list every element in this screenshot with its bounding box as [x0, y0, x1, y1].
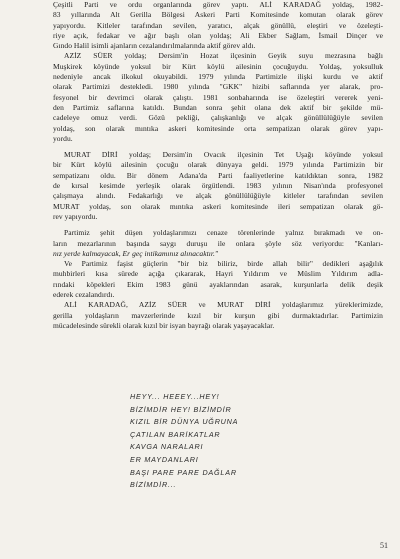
- text-line: fesyonel bir devrimci olarak çalıştı. 1981 sonbaharında ise özeleştiri vererek yeni-: [53, 92, 383, 102]
- poem-line: HEYY... HEEEY...HEY!: [130, 392, 220, 401]
- poem-block: [130, 391, 330, 492]
- text-line: sempatizanı oldu. Bir dönem Adana'da Parti faaliyetlerine katıldıktan sonra, 1982: [53, 170, 383, 180]
- text-line: ların mezarlarının başında saygı duruşu ile onlara şöyle söz veriyordu: "Kanları-: [53, 238, 383, 248]
- text-line: de kırsal kesimde yerleşik olarak örgütlendi. 1983 yılının Nisan'ında profesyonel: [53, 181, 383, 191]
- poem-line: ER MAYDANLARI: [130, 454, 199, 464]
- text-line: Gındo Halil isimli ajanların cezalandırılmalarında aktif görev aldı.: [53, 41, 256, 51]
- page-number: 51: [380, 541, 388, 550]
- poem-line: BİZİMDİR HEY! BİZİMDİR: [130, 404, 232, 414]
- text-line: yordu.: [53, 133, 73, 143]
- text-line: Ve Partimiz faşist güçlerin "bir biz biliriz, birde allah bilir" dedikleri aşağılık: [64, 259, 383, 269]
- poem-line: BİZİMDİR...: [130, 480, 177, 490]
- body-text: [53, 0, 383, 331]
- text-line: yapıyordu. Kitleler tarafından sevilen, yaratıcı, alçak gönüllü, eleştiri ve özeleşti-: [53, 20, 383, 30]
- text-line: olarak Partimizi destekledi. 1980 yılında "GKK" hizibi saflarında yer alarak, pro-: [53, 82, 383, 92]
- poem-line: ÇATILAN BARİKATLAR: [130, 429, 221, 439]
- text-line: nedeniyle ancak ilkokul okuyabildi. 1979 yılında Partimizle ilişki kurdu ve aktif: [53, 72, 383, 82]
- text-line: muhbirleri kısa sürede açığa çıkararak, Hayri Yıldırım ve Müslim Yıldırım adla-: [53, 269, 383, 279]
- text-line: Çeşitli Parti ve ordu organlarında görev yaptı. ALİ KARADAĞ yoldaş, 1982-: [53, 0, 383, 9]
- text-line: gerilla yoldaşların mavzerlerinde kızıl bir kurşun gibi durmaktadırlar. Partimizin: [53, 310, 383, 320]
- text-line: Muşkirek köyünde yoksul bir Kürt köylü ailesinin çocuğuydu. Yoldaş, yoksulluk: [53, 61, 383, 71]
- text-line: bir Kürt köylü ailesinin çocuğu olarak dünyaya geldi. 1979 yılında Partimizin bir: [53, 160, 383, 170]
- text-line: AZİZ SÜER yoldaş; Dersim'in Hozat ilçesinin Geyik suyu mezrasına bağlı: [64, 51, 383, 61]
- paragraph-funeral: [53, 228, 383, 259]
- paragraph-murat-diri: [53, 150, 383, 222]
- text-line: yoldaş, son olarak mıntıka askeri komitesinde orta sempatizan olarak görev yapı-: [53, 123, 383, 133]
- text-line: ALİ KARADAĞ, AZİZ SÜER ve MURAT DİRİ yoldaşlarımız yüreklerimizde,: [64, 300, 383, 310]
- paragraph-closing: [53, 300, 383, 331]
- poem-line: BAŞI PARE PARE DAĞLAR: [130, 467, 237, 477]
- text-line: rev yapıyordu.: [53, 211, 98, 221]
- paragraph-informers: [53, 259, 383, 300]
- paragraph-aziz-suer: [53, 51, 383, 144]
- text-line: den Partimiz saflarına katıldı. Bundan sonra şehit olana dek aktif bir şekilde mü-: [53, 102, 383, 112]
- text-line: mücadelesinde sürekli olarak kızıl bir isyan bayrağı olarak yaşayacaklar.: [53, 320, 275, 330]
- text-line: MURAT yoldaş, son olarak mıntıka askeri komitesinde ileri sempatizan olarak gö-: [53, 201, 383, 211]
- text-line: çalışmaya alındı. Fedakarlığı ve alçak gönüllülüğüyle kitleler tarafından sevilen: [53, 191, 383, 201]
- paragraph-ali-karadag: [53, 0, 383, 51]
- poem-line: KIZIL BİR DÜNYA UĞRUNA: [130, 417, 239, 427]
- text-line: 83 yıllarında Alt Gerilla Bölgesi Askeri Parti Komitesinde komutan olarak görev: [53, 10, 383, 20]
- poem-line: KAVGA NARALARI: [130, 442, 204, 452]
- text-line: nız yerde kalmayacak, Er geç intikamınız alınacaktır.": [53, 248, 219, 258]
- text-line: rındaki köpekleri Ekim 1983 günü ayaklarından asarak, kurşunlarla delik deşik: [53, 279, 383, 289]
- text-line: MURAT DİRİ yoldaş; Dersim'in Ovacık ilçesinin Tet Uşağı köyünde yoksul: [64, 150, 383, 160]
- text-line: Partimiz şehit düşen yoldaşlarımızı cenaze törenlerinde yalnız bırakmadı ve on-: [64, 228, 383, 238]
- text-line: cadeleye omuz verdi. Gözü pekliği, çalışkanlığı ve alçak gönüllülüğüyle sevilen: [53, 113, 383, 123]
- text-line: ederek cezalandırdı.: [53, 290, 115, 300]
- text-line: riye açık, fedakar ve ağır başlı olan yoldaş; Ali Ekber Sağlam, İsmail Dinçer ve: [53, 30, 383, 40]
